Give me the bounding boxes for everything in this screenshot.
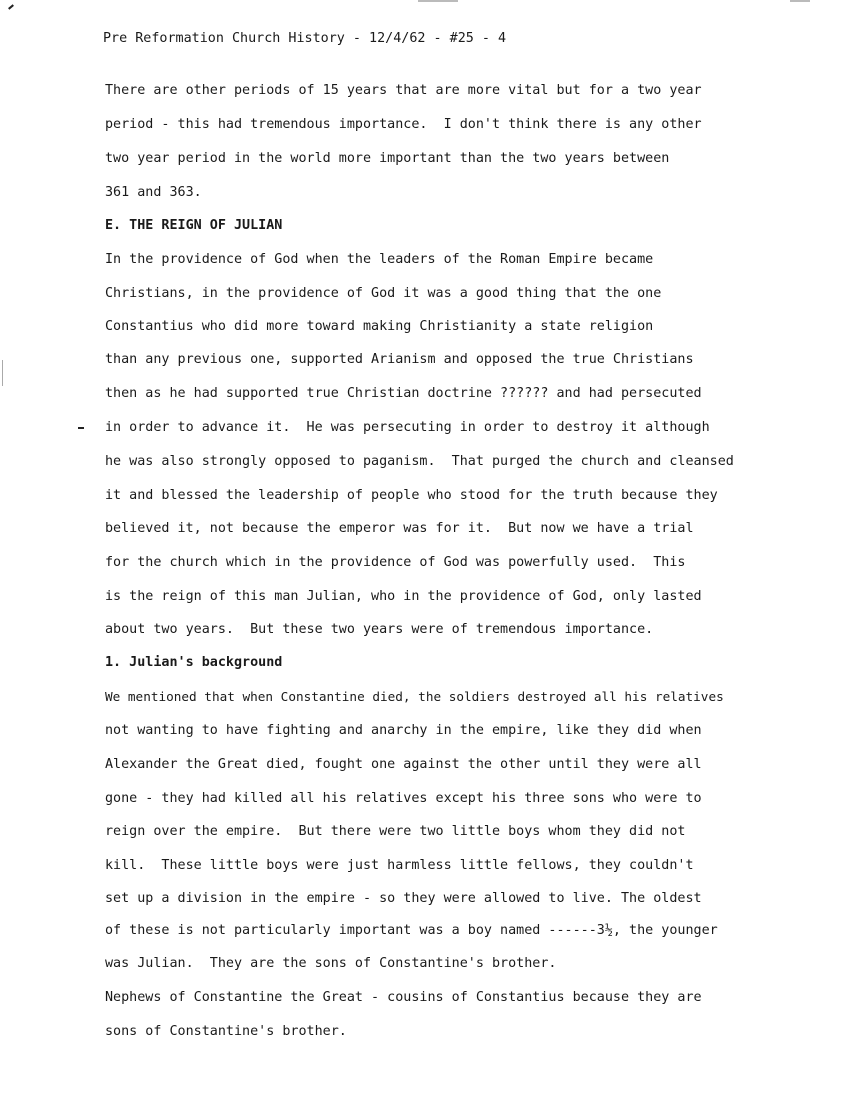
body-line: gone - they had killed all his relatives except his three sons who were to <box>105 791 702 806</box>
scan-mark <box>790 0 810 2</box>
body-line: he was also strongly opposed to paganism. That purged the church and cleansed <box>105 454 734 469</box>
paragraph-line: There are other periods of 15 years that are more vital but for a two year <box>105 83 702 98</box>
body-line: believed it, not because the emperor was for it. But now we have a trial <box>105 521 694 536</box>
body-line: kill. These little boys were just harmless little fellows, they couldn't <box>105 858 694 873</box>
body-line: Christians, in the providence of God it was a good thing that the one <box>105 286 662 301</box>
paragraph-line: two year period in the world more important than the two years between <box>105 151 670 166</box>
body-line: than any previous one, supported Arianism and opposed the true Christians <box>105 352 694 367</box>
body-line: for the church which in the providence of God was powerfully used. This <box>105 555 686 570</box>
page-header: Pre Reformation Church History - 12/4/62 - #25 - 4 <box>103 31 507 46</box>
paragraph-line: period - this had tremendous importance. I don't think there is any other <box>105 117 702 132</box>
scan-mark <box>2 360 3 386</box>
body-line: not wanting to have fighting and anarchy in the empire, like they did when <box>105 723 702 738</box>
body-line: it and blessed the leadership of people who stood for the truth because they <box>105 488 718 503</box>
body-line: reign over the empire. But there were two little boys whom they did not <box>105 824 686 839</box>
body-line: In the providence of God when the leaders of the Roman Empire became <box>105 252 654 267</box>
body-line: of these is not particularly important was a boy named ------3½, the younger <box>105 923 718 938</box>
body-line: We mentioned that when Constantine died, the soldiers destroyed all his relatives <box>105 689 724 704</box>
scan-mark <box>8 4 14 9</box>
body-line: Nephews of Constantine the Great - cousins of Constantius because they are <box>105 990 702 1005</box>
body-line: sons of Constantine's brother. <box>105 1024 347 1039</box>
scan-mark <box>78 427 84 429</box>
scan-mark <box>418 0 458 2</box>
subheading: 1. Julian's background <box>105 655 283 670</box>
body-line: was Julian. They are the sons of Constantine's brother. <box>105 956 557 971</box>
body-line: then as he had supported true Christian doctrine ?????? and had persecuted <box>105 386 702 401</box>
body-line: in order to advance it. He was persecuting in order to destroy it although <box>105 420 710 435</box>
paragraph-line: 361 and 363. <box>105 185 202 200</box>
body-line: about two years. But these two years were of tremendous importance. <box>105 622 654 637</box>
body-line: is the reign of this man Julian, who in the providence of God, only lasted <box>105 589 702 604</box>
body-line: set up a division in the empire - so they were allowed to live. The oldest <box>105 891 702 906</box>
body-line: Alexander the Great died, fought one against the other until they were all <box>105 757 702 772</box>
section-heading: E. THE REIGN OF JULIAN <box>105 218 283 233</box>
body-line: Constantius who did more toward making Christianity a state religion <box>105 319 654 334</box>
